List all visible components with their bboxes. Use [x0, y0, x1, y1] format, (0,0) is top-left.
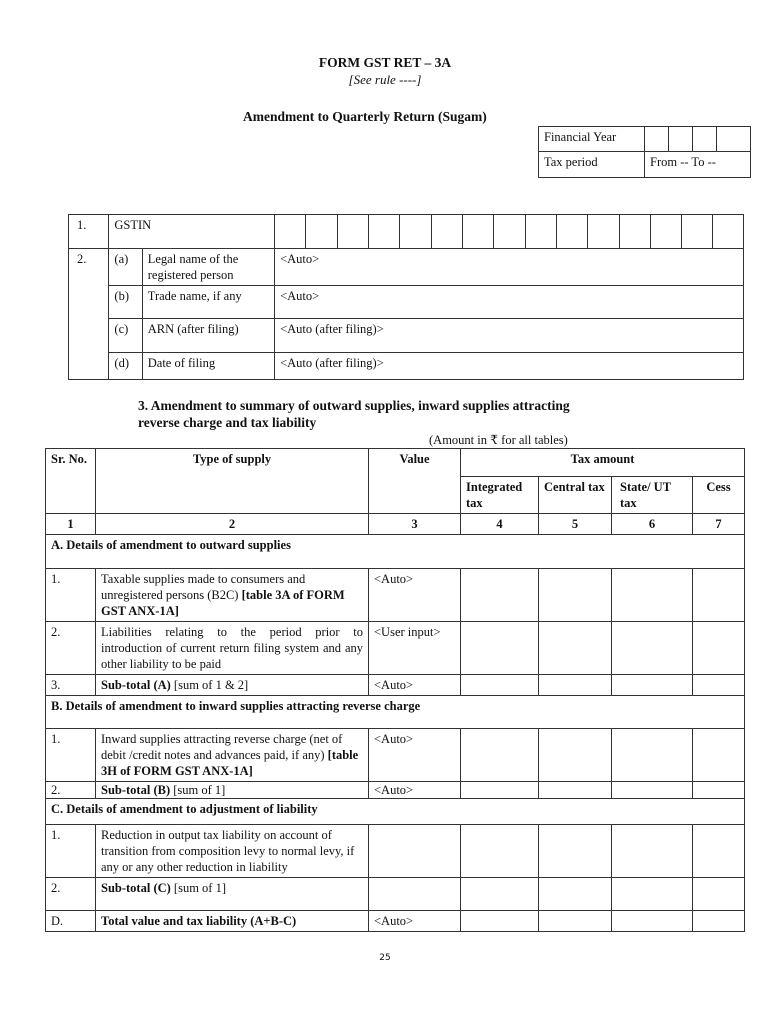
- central-tax-cell[interactable]: [539, 569, 612, 622]
- gstin-digit-cell[interactable]: [306, 215, 337, 249]
- value-cell: <Auto>: [369, 569, 461, 622]
- supply-description: [96, 569, 369, 622]
- cess-cell[interactable]: [693, 622, 745, 675]
- legal-name-value: <Auto>: [275, 249, 744, 286]
- section-b-title: B. Details of amendment to inward supplies attracting reverse charge: [46, 696, 745, 729]
- value-cell: [369, 878, 461, 911]
- sub-label: (a): [109, 249, 142, 286]
- arn-label: ARN (after filing): [142, 319, 274, 353]
- amount-note: (Amount in ₹ for all tables): [429, 433, 568, 447]
- reverse-charge-table-ref: [table 3H of FORM GST ANX-1A]: [101, 748, 359, 778]
- header-integrated-tax: Integrated tax: [461, 477, 539, 514]
- financial-year-label: Financial Year: [539, 127, 645, 152]
- row-sr: D.: [46, 911, 96, 932]
- integrated-tax-cell: [461, 782, 539, 799]
- gstin-digit-cell[interactable]: [431, 215, 462, 249]
- gstin-digit-cell[interactable]: [369, 215, 400, 249]
- form-title: FORM GST RET – 3A: [318, 55, 452, 70]
- integrated-tax-cell[interactable]: [461, 729, 539, 782]
- legal-name-label: Legal name of the registered person: [142, 249, 274, 286]
- header-central-tax: Central tax: [539, 477, 612, 514]
- state-tax-cell[interactable]: [612, 825, 693, 878]
- section-a-title: A. Details of amendment to outward supplies: [46, 535, 745, 569]
- row-sr: 2.: [46, 878, 96, 911]
- state-tax-cell: [612, 675, 693, 696]
- tax-period-value[interactable]: From -- To --: [645, 152, 751, 178]
- gstin-digit-cell[interactable]: [400, 215, 431, 249]
- row-sr: 2.: [46, 782, 96, 799]
- row-sr: 1.: [46, 825, 96, 878]
- sub-label: (b): [109, 286, 142, 319]
- col-number: 1: [46, 514, 96, 535]
- sub-label: (c): [109, 319, 142, 353]
- total-label: Total value and tax liability (A+B-C): [96, 911, 369, 932]
- supply-description: Reduction in output tax liability on account of transition from composition levy to normal levy, if any or any other reduction in liability: [96, 825, 369, 878]
- gstin-digit-cell[interactable]: [337, 215, 368, 249]
- gstin-digit-cell[interactable]: [713, 215, 744, 249]
- registration-info-table: [68, 214, 744, 380]
- subtotal-c-bold: Sub-total (C): [101, 881, 171, 895]
- fy-cell[interactable]: [669, 127, 693, 152]
- central-tax-cell[interactable]: [539, 729, 612, 782]
- gstin-digit-cell[interactable]: [275, 215, 306, 249]
- subtotal-label: [96, 782, 369, 799]
- row-sr: 3.: [46, 675, 96, 696]
- form-subtitle: Amendment to Quarterly Return (Sugam): [243, 109, 487, 124]
- state-tax-cell: [612, 878, 693, 911]
- period-box: [538, 126, 751, 178]
- value-cell[interactable]: <User input>: [369, 622, 461, 675]
- central-tax-cell: [539, 911, 612, 932]
- cess-cell: [693, 878, 745, 911]
- integrated-tax-cell[interactable]: [461, 569, 539, 622]
- row-sr: 2.: [46, 622, 96, 675]
- value-cell: <Auto>: [369, 782, 461, 799]
- tax-period-label: Tax period: [539, 152, 645, 178]
- summary-table: [45, 448, 745, 932]
- state-tax-cell[interactable]: [612, 569, 693, 622]
- col-number: 6: [612, 514, 693, 535]
- fy-cell[interactable]: [717, 127, 751, 152]
- section-c-title: C. Details of amendment to adjustment of liability: [46, 799, 745, 825]
- subtotal-label: [96, 878, 369, 911]
- col-number: 4: [461, 514, 539, 535]
- integrated-tax-cell: [461, 911, 539, 932]
- state-tax-cell: [612, 911, 693, 932]
- value-cell: <Auto>: [369, 729, 461, 782]
- integrated-tax-cell: [461, 878, 539, 911]
- subtotal-b-rest: [sum of 1]: [170, 783, 226, 797]
- central-tax-cell[interactable]: [539, 825, 612, 878]
- supply-description: Liabilities relating to the period prior to introduction of current return filing system and any other liability to be paid: [96, 622, 369, 675]
- subtotal-label: [96, 675, 369, 696]
- subtotal-a-bold: Sub-total (A): [101, 678, 171, 692]
- value-cell[interactable]: [369, 825, 461, 878]
- trade-name-value: <Auto>: [275, 286, 744, 319]
- col-number: 3: [369, 514, 461, 535]
- gstin-digit-cell[interactable]: [650, 215, 681, 249]
- b2c-text: Taxable supplies made to consumers and unregistered persons (B2C): [101, 572, 306, 602]
- gstin-digit-cell[interactable]: [462, 215, 493, 249]
- section-3-heading-line2: reverse charge and tax liability: [138, 415, 317, 430]
- sub-label: (d): [109, 353, 142, 380]
- header-state-ut-tax: State/ UT tax: [612, 477, 693, 514]
- header-value: Value: [369, 449, 461, 514]
- integrated-tax-cell[interactable]: [461, 825, 539, 878]
- gstin-label: GSTIN: [109, 215, 275, 249]
- central-tax-cell: [539, 675, 612, 696]
- subtotal-a-rest: [sum of 1 & 2]: [170, 678, 249, 692]
- b2c-table-ref: [table 3A of FORM GST ANX-1A]: [101, 588, 345, 618]
- section-3-heading: [138, 397, 658, 431]
- gstin-digit-cell[interactable]: [494, 215, 525, 249]
- col-number: 5: [539, 514, 612, 535]
- row-sr: 1.: [46, 729, 96, 782]
- page-number: 25: [379, 953, 391, 963]
- central-tax-cell: [539, 878, 612, 911]
- integrated-tax-cell: [461, 675, 539, 696]
- gstin-digit-cell[interactable]: [556, 215, 587, 249]
- gstin-digit-cell[interactable]: [588, 215, 619, 249]
- row-sr: 1.: [69, 215, 109, 249]
- state-tax-cell[interactable]: [612, 622, 693, 675]
- state-tax-cell: [612, 782, 693, 799]
- cess-cell[interactable]: [693, 569, 745, 622]
- trade-name-label: Trade name, if any: [142, 286, 274, 319]
- cess-cell: [693, 782, 745, 799]
- row-sr: 1.: [46, 569, 96, 622]
- col-number: 7: [693, 514, 745, 535]
- date-of-filing-value: <Auto (after filing)>: [275, 353, 744, 380]
- header-cess: Cess: [693, 477, 745, 514]
- header-tax-amount: Tax amount: [461, 449, 745, 477]
- cess-cell: [693, 675, 745, 696]
- header-type-of-supply: Type of supply: [96, 449, 369, 514]
- gstin-digit-cell[interactable]: [619, 215, 650, 249]
- cess-cell: [693, 911, 745, 932]
- header-sr: Sr. No.: [46, 449, 96, 514]
- row-sr: 2.: [69, 249, 109, 380]
- date-of-filing-label: Date of filing: [142, 353, 274, 380]
- value-cell: <Auto>: [369, 911, 461, 932]
- subtotal-b-bold: Sub-total (B): [101, 783, 171, 797]
- state-tax-cell[interactable]: [612, 729, 693, 782]
- value-cell: <Auto>: [369, 675, 461, 696]
- cess-cell[interactable]: [693, 729, 745, 782]
- arn-value: <Auto (after filing)>: [275, 319, 744, 353]
- col-number: 2: [96, 514, 369, 535]
- central-tax-cell: [539, 782, 612, 799]
- gstin-digit-cell[interactable]: [682, 215, 713, 249]
- gstin-digit-cell[interactable]: [525, 215, 556, 249]
- fy-cell[interactable]: [693, 127, 717, 152]
- central-tax-cell[interactable]: [539, 622, 612, 675]
- integrated-tax-cell[interactable]: [461, 622, 539, 675]
- section-3-heading-line1: 3. Amendment to summary of outward supplies, inward supplies attracting: [138, 398, 570, 413]
- subtotal-c-rest: [sum of 1]: [170, 881, 226, 895]
- reverse-charge-text: Inward supplies attracting reverse charge (net of debit /credit notes and advances paid, if any): [101, 732, 343, 762]
- cess-cell[interactable]: [693, 825, 745, 878]
- rule-reference: [See rule ----]: [348, 72, 422, 87]
- fy-cell[interactable]: [645, 127, 669, 152]
- supply-description: [96, 729, 369, 782]
